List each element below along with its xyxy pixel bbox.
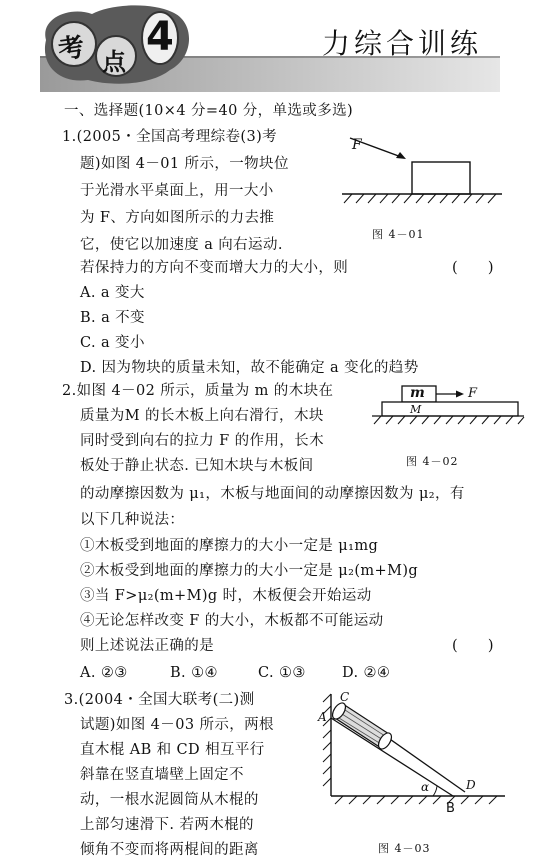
q3-line: 动，一根水泥圆筒从木棍的 xyxy=(80,792,259,808)
q1-line: 为 F、方向如图所示的力去推 xyxy=(80,210,275,226)
figure-4-02 xyxy=(368,382,528,432)
ground-hatch xyxy=(374,416,524,424)
q2-line: 质量为M 的长木板上向右滑行，木块 xyxy=(80,408,324,424)
q2-statement-4: ④无论怎样改变 F 的大小，木板都不可能运动 xyxy=(80,613,384,629)
q2-answer-paren: ( ) xyxy=(452,638,494,654)
q1-answer-paren: ( ) xyxy=(452,260,494,276)
q2-statement-1: ①木板受到地面的摩擦力的大小一定是 μ₁mg xyxy=(80,538,379,554)
q2-statement-2: ②木板受到地面的摩擦力的大小一定是 μ₂(m+M)g xyxy=(80,563,419,579)
figure-4-03 xyxy=(315,688,515,813)
angle-arc xyxy=(433,786,437,796)
q3-line: 斜靠在竖直墙壁上固定不 xyxy=(80,767,244,783)
block xyxy=(412,162,470,194)
q2-line: 2.如图 4－02 所示，质量为 m 的木块在 xyxy=(62,383,334,399)
badge-char-dian: 点 xyxy=(102,48,126,76)
q3-line: 上部匀速滑下. 若两木棍的 xyxy=(80,817,254,833)
board-label-M: M xyxy=(410,403,422,416)
q1-line: 于光滑水平桌面上，用一大小 xyxy=(80,183,274,199)
cement-cylinder xyxy=(330,701,394,752)
angle-label-alpha: α xyxy=(421,780,430,794)
q2-line: 以下几种说法： xyxy=(80,512,185,528)
q2-line: 同时受到向右的拉力 F 的作用，长木 xyxy=(80,433,324,449)
long-board-M xyxy=(382,402,518,416)
q2-option-a: A. ②③ xyxy=(80,665,128,681)
q1-line: 它，使它以加速度 a 向右运动. xyxy=(80,237,283,253)
point-label-d: D xyxy=(466,778,476,792)
figure-caption-4-03: 图 4－03 xyxy=(378,842,431,855)
figure-caption-4-02: 图 4－02 xyxy=(406,455,459,468)
q3-line: 试题)如图 4－03 所示，两根 xyxy=(80,717,274,733)
ground-hatch xyxy=(335,796,497,804)
q3-line: 3.(2004・全国大联考(二)测 xyxy=(64,692,255,708)
q2-option-c: C. ①③ xyxy=(258,665,306,681)
q2-option-b: B. ①④ xyxy=(170,665,218,681)
point-label-a: A xyxy=(318,710,327,724)
q1-line: 题)如图 4－01 所示，一物块位 xyxy=(80,156,289,172)
point-label-b: B xyxy=(446,801,455,816)
q2-question: 则上述说法正确的是 xyxy=(80,638,215,654)
block-label-m: m xyxy=(410,385,425,401)
q1-option-c: C. a 变小 xyxy=(80,335,145,351)
figure-caption-4-01: 图 4－01 xyxy=(372,228,425,241)
q2-line: 的动摩擦因数为 μ₁，木板与地面间的动摩擦因数为 μ₂，有 xyxy=(80,486,465,502)
wall-hatch xyxy=(323,694,331,786)
point-label-c: C xyxy=(340,690,350,704)
q3-line: 倾角不变而将两棍间的距离 xyxy=(80,842,259,858)
q2-line: 板处于静止状态. 已知木块与木板间 xyxy=(80,458,314,474)
force-label-f: F xyxy=(468,386,478,401)
q1-option-a: A. a 变大 xyxy=(80,285,145,301)
badge-char-kao: 考 xyxy=(56,32,87,66)
force-label-f: F xyxy=(352,137,362,153)
ground-hatch xyxy=(344,194,496,203)
q1-question: 若保持力的方向不变而增大力的大小，则 xyxy=(80,260,349,276)
q1-line: 1.(2005・全国高考理综卷(3)考 xyxy=(62,129,278,145)
section-heading: 一、选择题(10×4 分=40 分，单选或多选) xyxy=(64,103,354,119)
topic-title: 力综合训练 xyxy=(322,27,483,60)
rod-AB xyxy=(331,718,453,796)
q3-line: 直木棍 AB 和 CD 相互平行 xyxy=(80,742,265,758)
q2-option-d: D. ②④ xyxy=(342,665,391,681)
q1-option-b: B. a 不变 xyxy=(80,310,145,326)
q2-statement-3: ③当 F>μ₂(m+M)g 时，木板便会开始运动 xyxy=(80,588,372,604)
pull-force-arrowhead xyxy=(456,391,464,398)
badge-number: 4 xyxy=(146,14,174,60)
q1-option-d: D. 因为物块的质量未知，故不能确定 a 变化的趋势 xyxy=(80,360,419,376)
